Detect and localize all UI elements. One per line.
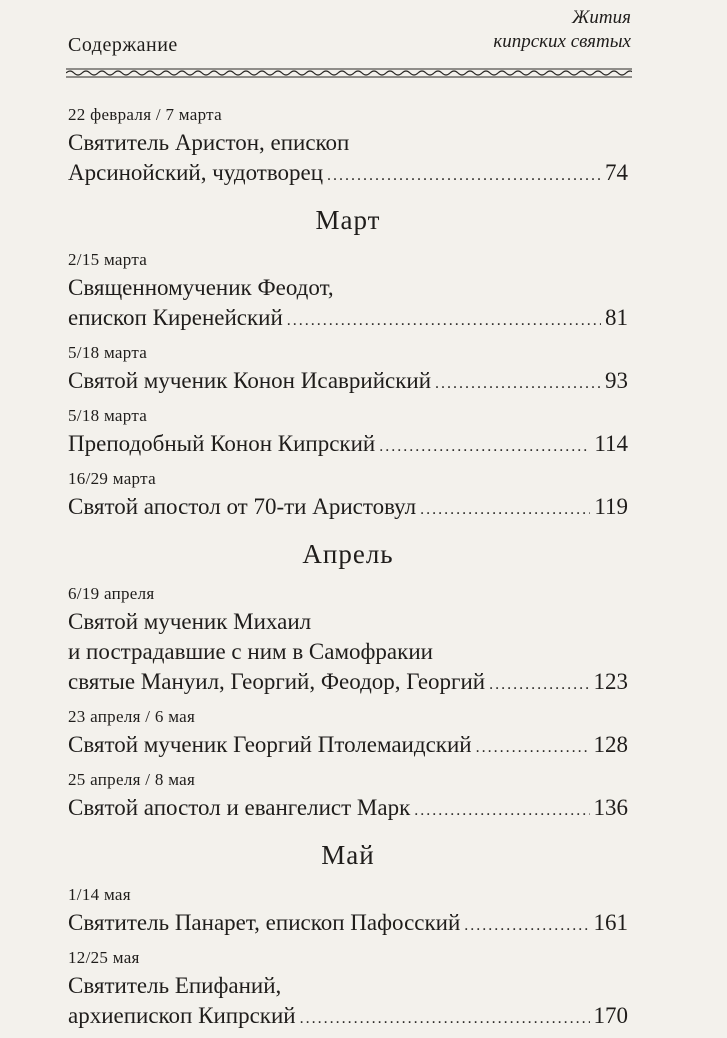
entry-title-line: Священномученик Феодот, — [68, 275, 334, 300]
entry-title-text: святые Мануил, Георгий, Феодор, Георгий — [68, 669, 486, 694]
entry-title-line — [68, 492, 628, 525]
entry-title-text: Святой апостол от 70-ти Аристовул — [68, 494, 417, 519]
leader-dots — [476, 733, 590, 763]
toc-entry — [68, 945, 628, 1034]
entry-title-line: Святитель Епифаний, — [68, 973, 282, 998]
page-number: 170 — [593, 1003, 628, 1028]
leader-dots — [327, 161, 601, 191]
entry-title-text: Святой мученик Конон Исаврийский — [68, 368, 432, 393]
entry-title-line — [68, 667, 628, 700]
toc-entry — [68, 581, 628, 700]
entry-date: 6/19 апреля — [68, 584, 155, 603]
leader-dots — [414, 796, 589, 826]
leader-dots — [489, 670, 589, 700]
page-number: 114 — [594, 431, 628, 456]
entry-title-text: Святой мученик Георгий Птолемаидский — [68, 732, 472, 757]
leader-dots — [300, 1004, 590, 1034]
toc-entry — [68, 102, 628, 191]
entry-title-line — [68, 366, 628, 399]
entry-title-text: Святитель Панарет, епископ Пафосский — [68, 910, 461, 935]
entry-date: 23 апреля / 6 мая — [68, 707, 196, 726]
leader-dots — [464, 911, 589, 941]
toc-entry — [68, 340, 628, 399]
entry-title-line: Святитель Аристон, епископ — [68, 130, 350, 155]
entry-date: 1/14 мая — [68, 885, 131, 904]
entry-title-line — [68, 1001, 628, 1034]
entry-title-text: Преподобный Конон Кипрский — [68, 431, 376, 456]
toc-entry — [68, 466, 628, 525]
month-heading: Апрель — [302, 539, 394, 569]
toc-entry — [68, 767, 628, 826]
entry-title-line — [68, 730, 628, 763]
leader-dots — [287, 306, 601, 336]
entry-title-line: Святой мученик Михаил — [68, 609, 312, 634]
page-number: 93 — [605, 368, 628, 393]
entry-title-text: Арсинойский, чудотворец — [68, 160, 324, 185]
page-number: 123 — [593, 669, 628, 694]
entry-title-line: и пострадавшие с ним в Самофракии — [68, 639, 433, 664]
page-number: 128 — [593, 732, 628, 757]
page-number: 161 — [593, 910, 628, 935]
entry-date: 25 апреля / 8 мая — [68, 770, 196, 789]
leader-dots — [420, 495, 590, 525]
running-header-book-title — [493, 6, 631, 54]
leader-dots — [435, 369, 601, 399]
page-number: 119 — [594, 494, 628, 519]
entry-date: 5/18 марта — [68, 406, 148, 425]
toc-entry — [68, 403, 628, 462]
entry-title-line — [68, 793, 628, 826]
entry-date: 5/18 марта — [68, 343, 148, 362]
toc-entry — [68, 247, 628, 336]
entry-title-line — [68, 303, 628, 336]
page-number: 136 — [593, 795, 628, 820]
book-title-line-2: кипрских святых — [493, 31, 631, 52]
entry-title-text: епископ Киренейский — [68, 305, 283, 330]
table-of-contents — [68, 100, 628, 1038]
entry-date: 2/15 марта — [68, 250, 148, 269]
book-title-line-1: Жития — [572, 7, 631, 28]
entry-title-line — [68, 158, 628, 191]
entry-title-line — [68, 429, 628, 462]
entry-date: 12/25 мая — [68, 948, 140, 967]
ornamental-rule — [66, 66, 632, 80]
entry-title-text: архиепископ Кипрский — [68, 1003, 296, 1028]
toc-entry — [68, 704, 628, 763]
month-heading: Март — [315, 205, 381, 235]
month-heading: Май — [321, 840, 375, 870]
entry-title-text: Святой апостол и евангелист Марк — [68, 795, 411, 820]
toc-entry — [68, 882, 628, 941]
running-header-section: Содержание — [68, 34, 178, 56]
entry-date: 16/29 марта — [68, 469, 156, 488]
page-number: 74 — [605, 160, 628, 185]
leader-dots — [379, 432, 590, 462]
entry-title-line — [68, 908, 628, 941]
entry-date: 22 февраля / 7 марта — [68, 105, 222, 124]
page-number: 81 — [605, 305, 628, 330]
